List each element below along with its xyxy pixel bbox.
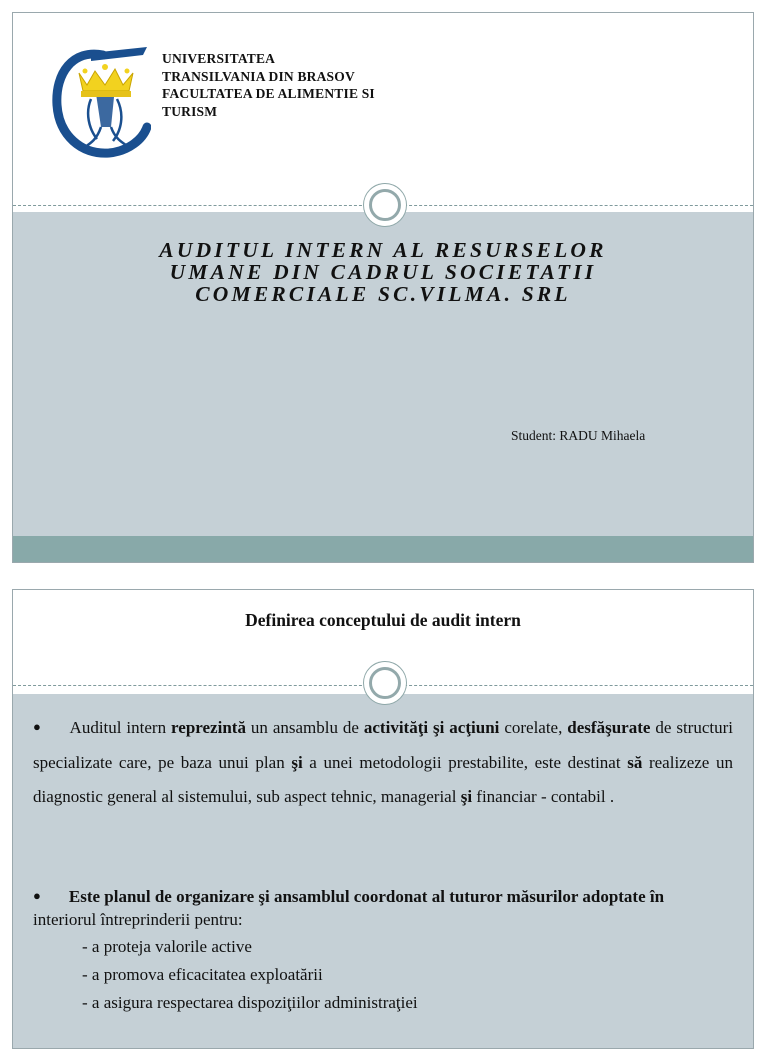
definition-slide bbox=[12, 589, 754, 1049]
faculty-line: FACULTATEA DE ALIMENTIE SI bbox=[162, 86, 375, 101]
definition-paragraph: ● Auditul intern reprezintă un ansamblu de activităţi şi acţiuni corelate, desfăşurate de structuri specializate care, pe baza unui plan şi a unei metodologii prestabilite, este destinat să realizeze un diagnostic general al sistemului, sub aspect tehnic, managerial şi financiar - contabil . bbox=[33, 718, 733, 806]
control-paragraph-rest: interiorul întreprinderii pentru: bbox=[33, 910, 243, 929]
title-line: COMERCIALE SC.VILMA. SRL bbox=[195, 282, 571, 306]
faculty-line: TURISM bbox=[162, 103, 218, 119]
ring-icon bbox=[364, 662, 406, 704]
list-item: - a asigura respectarea dispoziţiilor administraţiei bbox=[82, 993, 418, 1012]
list-item: - a proteja valorile active bbox=[82, 937, 252, 956]
footer-band bbox=[13, 536, 753, 562]
university-name bbox=[162, 50, 375, 120]
list-item: - a promova eficacitatea exploatării bbox=[82, 965, 323, 984]
ring-icon bbox=[364, 184, 406, 226]
student-name: Student: RADU Mihaela bbox=[511, 428, 646, 443]
bullet-icon: ● bbox=[33, 719, 42, 734]
title-line: AUDITUL INTERN AL RESURSELOR bbox=[159, 238, 607, 262]
bullet-icon: ● bbox=[33, 888, 41, 903]
slide-heading: Definirea conceptului de audit intern bbox=[245, 610, 521, 630]
presentation-title bbox=[13, 239, 753, 305]
university-line: TRANSILVANIA DIN BRASOV bbox=[162, 68, 355, 84]
control-paragraph bbox=[33, 884, 733, 931]
university-crest-icon bbox=[51, 43, 151, 159]
title-line: UMANE DIN CADRUL SOCIETATII bbox=[169, 260, 597, 284]
title-slide bbox=[12, 12, 754, 563]
control-paragraph-bold: Este planul de organizare şi ansamblul coordonat al tuturor măsurilor adoptate în bbox=[68, 887, 665, 906]
university-line: UNIVERSITATEA bbox=[162, 51, 276, 66]
